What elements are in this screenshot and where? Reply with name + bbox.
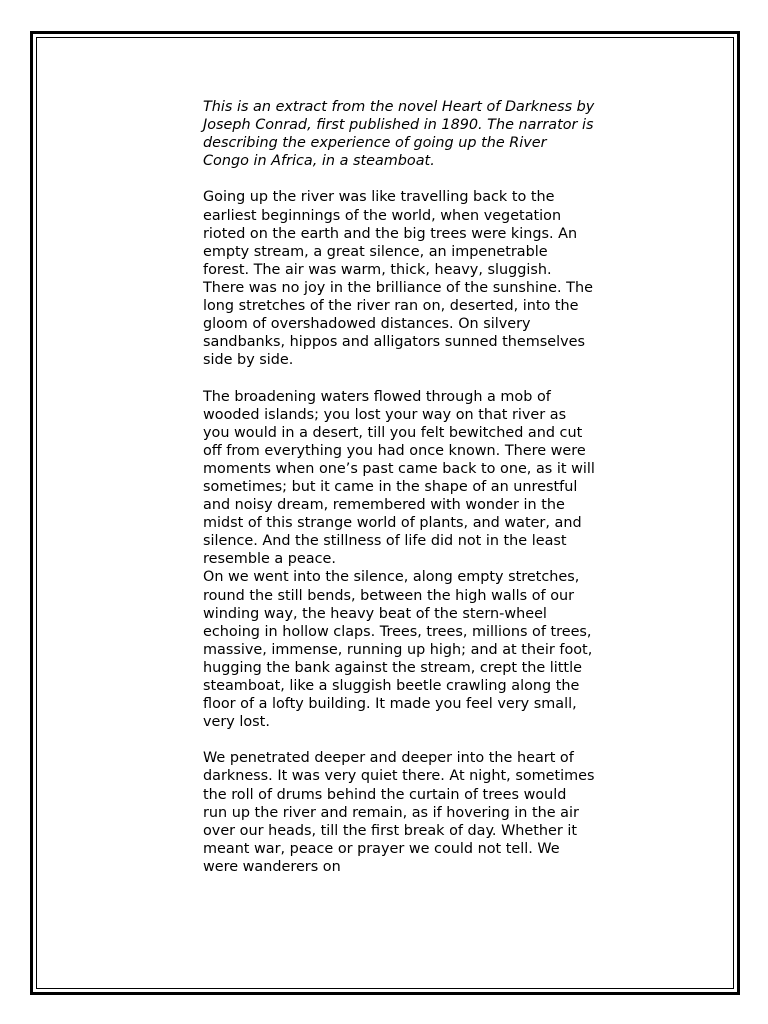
intro-paragraph: This is an extract from the novel Heart of Darkness by Joseph Conrad, first published in 1890. The narrator is describing the experience of going up the River Congo in Africa, in a steamboat. bbox=[203, 99, 595, 170]
body-paragraph-3: On we went into the silence, along empty stretches, round the still bends, between the high walls of our winding way, the heavy beat of the stern-wheel echoing in hollow claps. Trees, trees, millions of trees, massive, immense, running up high; and at their foot, hugging the bank against the stream, crept the little steamboat, like a sluggish beetle crawling along the floor of a lofty building. It made you feel very small, very lost. bbox=[203, 569, 593, 731]
body-paragraph-4: We penetrated deeper and deeper into the heart of darkness. It was very quiet there. At night, sometimes the roll of drums behind the curtain of trees would run up the river and remain, as if hovering in the air over our heads, till the first break of day. Whether it meant war, peace or prayer we could not tell. We were wanderers on bbox=[203, 750, 595, 875]
body-paragraph-2: The broadening waters flowed through a mob of wooded islands; you lost your way on that river as you would in a desert, till you felt bewitched and cut off from everything you had once known. There were moments when one’s past came back to one, as it will sometimes; but it came in the shape of an unrestful and noisy dream, remembered with wonder in the midst of this strange world of plants, and water, and silence. And the stillness of life did not in the least resemble a peace. bbox=[203, 388, 595, 568]
body-paragraph-1: Going up the river was like travelling back to the earliest beginnings of the world, when vegetation rioted on the earth and the big trees were kings. An empty stream, a great silence, an impenetrable forest. The air was warm, thick, heavy, sluggish. There was no joy in the brilliance of the sunshine. The long stretches of the river ran on, deserted, into the gloom of overshadowed distances. On silvery sandbanks, hippos and alligators sunned themselves side by side. bbox=[203, 189, 593, 369]
extract-text bbox=[203, 98, 595, 876]
